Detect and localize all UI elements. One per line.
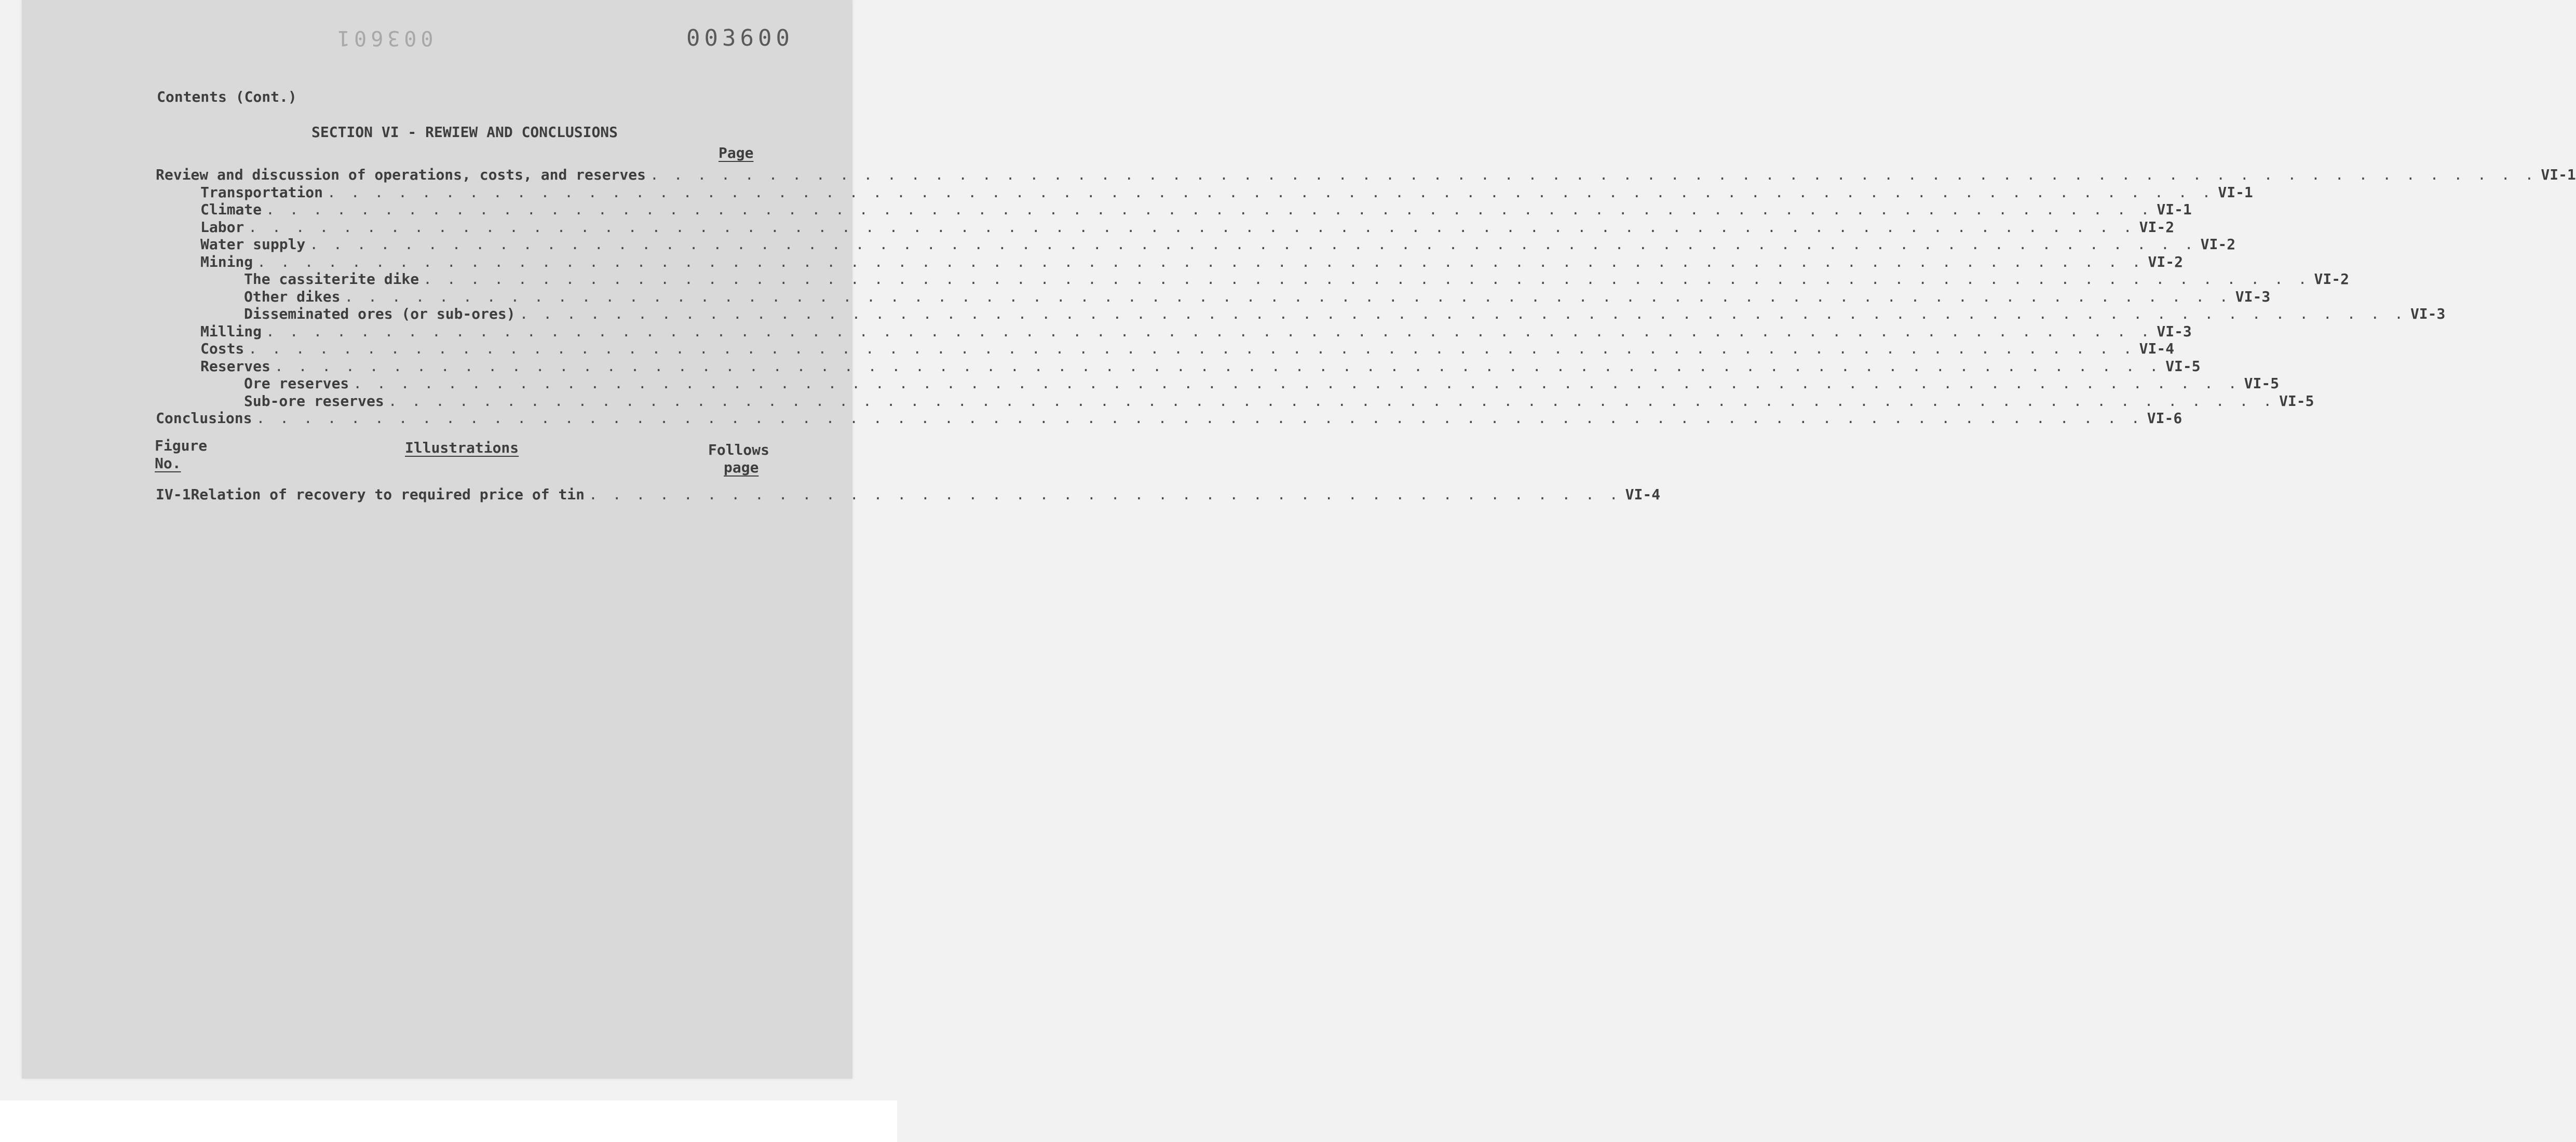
dot-leader: . . . . . . . . . . . . . . . . . . . . . . . . . . . . . . . . . . . . . . . . . . . . . . . . . . . . . . . . . . . . . . . . . . . . . . . . . . . . . . . . <box>353 375 2240 392</box>
dot-leader: . . . . . . . . . . . . . . . . . . . . . . . . . . . . . . . . . . . . . . . . . . . . . . . . . . . . . . . . . . . . . . . . . . . . . . . . . . . . . . . . <box>248 340 2135 357</box>
toc-entry-page: VI-3 <box>2157 322 2192 340</box>
toc-entry-page: VI-5 <box>2165 357 2201 375</box>
dot-leader: . . . . . . . . . . . . . . . . . . . . . . . . . . . . . . . . . . . . . . . . . . . . . . . . . . . . . . . . . . . . . . . . . . . . . . . . . . . . . . . . <box>650 166 2537 183</box>
toc-entry-title: Mining <box>200 253 253 270</box>
dot-leader: . . . . . . . . . . . . . . . . . . . . . . . . . . . . . . . . . . . . . . . . . . . . . . . . . . . . . . . . . . . . . . . . . . . . . . . . . . . . . . . . <box>519 305 2406 322</box>
toc-entry <box>156 236 2236 253</box>
toc-entry-page: VI-5 <box>2244 375 2280 392</box>
toc-entry-page: VI-2 <box>2314 270 2349 288</box>
dot-leader: . . . . . . . . . . . . . . . . . . . . . . . . . . . . . . . . . . . . . . . . . . . . . . . . . . . . . . . . . . . . . . . . . . . . . . . . . . . . . . . . <box>266 201 2153 218</box>
toc-entry-page: VI-6 <box>2147 410 2182 427</box>
toc-entry <box>156 357 2201 375</box>
dot-leader: . . . . . . . . . . . . . . . . . . . . . . . . . . . . . . . . . . . . . . . . . . . . . . . . . . . . . . . . . . . . . . . . . . . . . . . . . . . . . . . . <box>274 357 2162 375</box>
toc-entry-page: VI-1 <box>2218 183 2253 201</box>
toc-entry-title: Sub-ore reserves <box>244 392 384 410</box>
dot-leader: . . . . . . . . . . . . . . . . . . . . . . . . . . . . . . . . . . . . . . . . . . . . . . . . . . . . . . . . . . . . . . . . . . . . . . . . . . . . . . . . <box>423 270 2310 288</box>
toc-entry <box>156 375 2280 392</box>
page-column-header: Page <box>718 144 754 161</box>
document-number-stamp: 003600 <box>686 25 794 51</box>
toc-entry-title: Ore reserves <box>244 375 349 392</box>
figure-label: Figure <box>155 437 208 454</box>
toc-entry <box>156 166 2576 183</box>
dot-leader: . . . . . . . . . . . . . . . . . . . . . . . . . . . . . . . . . . . . . . . . . . . . <box>589 486 1621 503</box>
toc-entry-title: Costs <box>200 340 245 357</box>
follows-label: Follows <box>708 441 770 458</box>
toc-entry-title: Reserves <box>200 357 270 375</box>
toc-entry <box>156 392 2314 410</box>
toc-entry <box>156 183 2253 201</box>
toc-entry <box>156 201 2192 218</box>
follows-page-label: page <box>724 459 759 476</box>
table-of-contents <box>156 166 2576 436</box>
section-title: SECTION VI - REWIEW AND CONCLUSIONS <box>311 124 618 141</box>
toc-entry-page: VI-1 <box>2157 201 2192 218</box>
illustration-page: VI-4 <box>1625 486 1661 503</box>
toc-entry-page: VI-3 <box>2410 305 2446 322</box>
toc-entry <box>156 305 2446 322</box>
toc-entry-title: Other dikes <box>244 288 341 305</box>
dot-leader: . . . . . . . . . . . . . . . . . . . . . . . . . . . . . . . . . . . . . . . . . . . . . . . . . . . . . . . . . . . . . . . . . . . . . . . . . . . . . . . . <box>309 236 2197 253</box>
toc-entry-title: The cassiterite dike <box>244 270 419 288</box>
contents-header: Contents (Cont.) <box>157 88 297 105</box>
dot-leader: . . . . . . . . . . . . . . . . . . . . . . . . . . . . . . . . . . . . . . . . . . . . . . . . . . . . . . . . . . . . . . . . . . . . . . . . . . . . . . . . <box>248 218 2135 236</box>
illustrations-title: Illustrations <box>405 439 519 456</box>
figure-no-label: No. <box>155 455 181 472</box>
toc-entry-page: VI-2 <box>2200 236 2236 253</box>
document-page <box>22 0 2576 1079</box>
scan-margin <box>0 1100 897 1142</box>
toc-entry-page: VI-5 <box>2279 392 2314 410</box>
illustration-number: IV-1 <box>156 486 191 503</box>
toc-entry-title: Climate <box>200 201 262 218</box>
dot-leader: . . . . . . . . . . . . . . . . . . . . . . . . . . . . . . . . . . . . . . . . . . . . . . . . . . . . . . . . . . . . . . . . . . . . . . . . . . . . . . . . <box>256 410 2143 427</box>
bleed-through-stamp: 003601 <box>333 26 433 50</box>
toc-entry <box>156 288 2271 305</box>
dot-leader: . . . . . . . . . . . . . . . . . . . . . . . . . . . . . . . . . . . . . . . . . . . . . . . . . . . . . . . . . . . . . . . . . . . . . . . . . . . . . . . . <box>388 392 2275 410</box>
illustration-row <box>156 486 1661 504</box>
dot-leader: . . . . . . . . . . . . . . . . . . . . . . . . . . . . . . . . . . . . . . . . . . . . . . . . . . . . . . . . . . . . . . . . . . . . . . . . . . . . . . . . <box>327 183 2214 201</box>
toc-entry <box>156 253 2183 270</box>
illustration-title: Relation of recovery to required price of tin <box>191 486 585 503</box>
toc-entry <box>156 410 2182 427</box>
toc-entry-title: Transportation <box>200 183 323 201</box>
toc-entry <box>156 340 2175 357</box>
toc-entry-title: Disseminated ores (or sub-ores) <box>244 305 516 322</box>
toc-entry <box>156 270 2349 288</box>
dot-leader: . . . . . . . . . . . . . . . . . . . . . . . . . . . . . . . . . . . . . . . . . . . . . . . . . . . . . . . . . . . . . . . . . . . . . . . . . . . . . . . . <box>344 288 2231 305</box>
toc-entry-title: Labor <box>200 218 245 236</box>
toc-entry-title: Water supply <box>200 236 306 253</box>
toc-entry-page: VI-2 <box>2139 218 2175 236</box>
toc-entry <box>156 218 2175 236</box>
toc-entry-title: Milling <box>200 322 262 340</box>
dot-leader: . . . . . . . . . . . . . . . . . . . . . . . . . . . . . . . . . . . . . . . . . . . . . . . . . . . . . . . . . . . . . . . . . . . . . . . . . . . . . . . . <box>257 253 2144 270</box>
toc-entry-page: VI-1 <box>2541 166 2576 183</box>
toc-entry-page: VI-3 <box>2235 288 2271 305</box>
toc-entry-title: Conclusions <box>156 410 252 427</box>
dot-leader: . . . . . . . . . . . . . . . . . . . . . . . . . . . . . . . . . . . . . . . . . . . . . . . . . . . . . . . . . . . . . . . . . . . . . . . . . . . . . . . . <box>266 322 2153 340</box>
toc-entry-page: VI-4 <box>2139 340 2175 357</box>
toc-entry <box>156 322 2192 340</box>
toc-entry-page: VI-2 <box>2148 253 2183 270</box>
toc-entry-title: Review and discussion of operations, costs, and reserves <box>156 166 646 183</box>
